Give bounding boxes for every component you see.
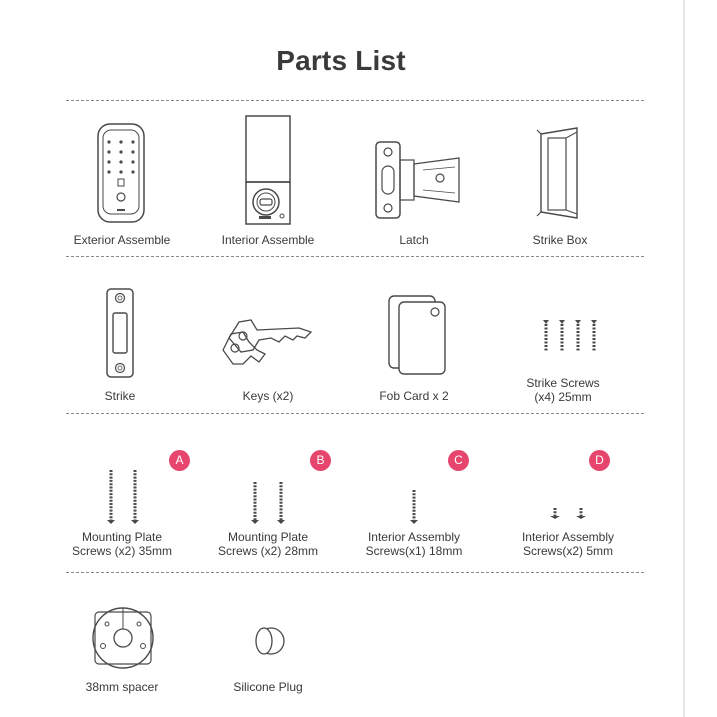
keypad-exterior-icon: [47, 118, 197, 228]
part-label: Latch: [399, 233, 429, 247]
part-fob-card: [339, 292, 489, 407]
divider: [66, 572, 644, 573]
part-label: (x4) 25mm: [534, 390, 592, 404]
page-title: Parts List: [276, 45, 406, 76]
part-latch: [339, 132, 489, 250]
part-label: Strike: [104, 389, 136, 403]
part-label: 38mm spacer: [85, 680, 159, 694]
part-label: Mounting Plate: [227, 530, 309, 544]
strike-plate-icon: [45, 285, 195, 381]
part-interior-assemble: [193, 112, 343, 250]
part-label: Silicone Plug: [233, 680, 303, 694]
badge-b: B: [310, 450, 331, 471]
divider: [66, 413, 644, 414]
part-label: Keys (x2): [242, 389, 294, 403]
badge-a: A: [169, 450, 190, 471]
badge-d: D: [589, 450, 610, 471]
part-spacer: [47, 600, 197, 700]
part-strike: [45, 285, 195, 407]
part-label: Exterior Assemble: [73, 233, 171, 247]
part-screws-d: [493, 450, 643, 560]
part-strike-screws: [488, 318, 638, 408]
badge-c: C: [448, 450, 469, 471]
part-silicone-plug: [193, 620, 343, 700]
screws-icon: [488, 318, 638, 358]
latch-icon: [339, 132, 489, 224]
part-label: Interior Assemble: [221, 233, 315, 247]
part-label: Screws(x1) 18mm: [365, 544, 463, 558]
part-strike-box: [485, 124, 635, 250]
strike-box-icon: [485, 124, 635, 224]
part-label: Interior Assembly: [367, 530, 461, 544]
short-screw-icon: [339, 450, 489, 526]
page-edge: [683, 0, 717, 717]
medium-screws-icon: [193, 450, 343, 526]
part-keys: [193, 310, 343, 407]
part-label: Screws(x2) 5mm: [522, 544, 613, 558]
silicone-plug-icon: [193, 620, 343, 660]
part-exterior-assemble: [47, 118, 197, 250]
part-label: Mounting Plate: [81, 530, 163, 544]
divider: [66, 256, 644, 257]
part-screws-c: [339, 450, 489, 560]
part-label: Screws (x2) 35mm: [71, 544, 172, 558]
tiny-screws-icon: [493, 450, 643, 526]
part-screws-b: [193, 450, 343, 560]
fob-card-icon: [339, 292, 489, 378]
part-label: Interior Assembly: [521, 530, 615, 544]
long-screws-icon: [47, 450, 197, 526]
interior-assembly-icon: [193, 112, 343, 228]
part-label: Strike Box: [532, 233, 588, 247]
part-label: Screws (x2) 28mm: [217, 544, 318, 558]
keys-icon: [193, 310, 343, 370]
part-label: Strike Screws: [526, 376, 600, 390]
part-screws-a: [47, 450, 197, 560]
spacer-icon: [47, 600, 197, 672]
part-label: Fob Card x 2: [379, 389, 449, 403]
divider: [66, 100, 644, 101]
